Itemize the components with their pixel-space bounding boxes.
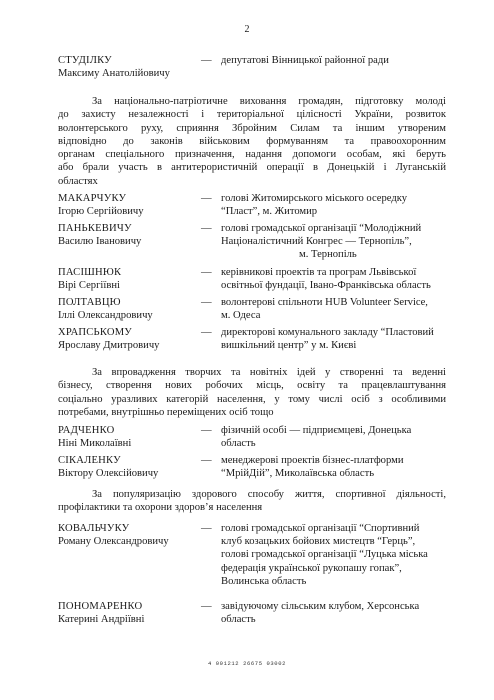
separator-dash: — xyxy=(201,297,212,308)
paragraph-line: За національно-патріотичне виховання громадян, підготовку молоді xyxy=(92,96,446,107)
position-line: директорові комунального закладу “Пластовий xyxy=(221,327,434,338)
position-line: голові громадської організації “Луцька міська xyxy=(221,549,428,561)
recipient-surname: ХРАПСЬКОМУ xyxy=(58,327,133,338)
recipient-given-name: Катерині Андріївні xyxy=(58,614,145,626)
recipient-given-name: Василю Івановичу xyxy=(58,236,142,248)
recipient-name xyxy=(58,522,203,548)
recipient-name xyxy=(58,192,203,218)
recipient-surname: ПАНЬКЕВИЧУ xyxy=(58,223,132,234)
recipient-surname: КОВАЛЬЧУКУ xyxy=(58,523,130,534)
recipient-position xyxy=(221,424,466,450)
recipient-position xyxy=(221,522,466,588)
position-line: завідуючому сільським клубом, Херсонська xyxy=(221,601,420,612)
position-line: голові Житомирського міського осередку xyxy=(221,193,408,204)
paragraph-line: За популяризацію здорового способу життя, спортивної діяльності, xyxy=(92,489,446,500)
recipient-name xyxy=(58,424,203,450)
recipient-position xyxy=(221,266,466,292)
paragraph-line: бізнесу, створення нових робочих місць, освіту та працевлаштування xyxy=(58,380,446,392)
recipient-position xyxy=(221,222,466,262)
paragraph-line: органам спеціального призначення, надання допомоги особам, які беруть xyxy=(58,149,446,161)
recipient-name xyxy=(58,222,203,248)
separator-dash: — xyxy=(201,267,212,278)
position-line: Націоналістичний Конгрес — Тернопіль”, xyxy=(221,236,412,248)
position-line: освітньої фундації, Івано-Франківська область xyxy=(221,280,431,292)
separator-dash: — xyxy=(201,425,212,436)
recipient-name xyxy=(58,296,203,322)
recipient-position xyxy=(221,54,466,67)
separator-dash: — xyxy=(201,55,212,66)
position-line: керівникові проектів та програм Львівської xyxy=(221,267,417,278)
recipient-surname: ПОЛТАВЦЮ xyxy=(58,297,121,308)
paragraph-line: областях xyxy=(58,175,98,187)
recipient-name xyxy=(58,600,203,626)
recipient-given-name: Роману Олександровичу xyxy=(58,536,169,548)
recipient-name xyxy=(58,266,203,292)
position-line: область xyxy=(221,614,256,626)
position-line: голові громадської організації “Молодіжний xyxy=(221,223,422,234)
position-line: менеджерові проектів бізнес-платформи xyxy=(221,455,404,466)
position-line: волонтерові спільноти HUB Volunteer Service, xyxy=(221,297,428,308)
paragraph-line: волонтерського руху, сприяння Збройним Силам та іншим утвореним xyxy=(58,122,446,134)
position-line: “Пласт”, м. Житомир xyxy=(221,206,318,218)
recipient-given-name: Максиму Анатолійовичу xyxy=(58,68,170,80)
paragraph-line: відповідно до законів військовим формуванням та правоохоронним xyxy=(58,135,446,147)
document-barcode-number: 4 001212 26675 03002 xyxy=(207,660,286,667)
recipient-surname: ПОНОМАРЕНКО xyxy=(58,601,143,612)
position-line: депутатові Вінницької районної ради xyxy=(221,55,389,66)
position-line: “МрійДій”, Миколаївська область xyxy=(221,468,375,480)
recipient-given-name: Віктору Олексійовичу xyxy=(58,468,159,480)
recipient-surname: СТУДІЛКУ xyxy=(58,55,112,66)
recipient-given-name: Ігорю Сергійовичу xyxy=(58,206,144,218)
award-category-paragraph xyxy=(58,95,446,188)
paragraph-line: За впровадження творчих та новітніх ідей у створенні та веденні xyxy=(92,367,446,378)
position-line: м. Тернопіль xyxy=(299,249,357,261)
position-line: клуб козацьких бойових мистецтв “Герць”, xyxy=(221,536,416,548)
position-line: Волинська область xyxy=(221,575,307,587)
recipient-name xyxy=(58,326,203,352)
separator-dash: — xyxy=(201,455,212,466)
recipient-surname: РАДЧЕНКО xyxy=(58,425,115,436)
position-line: область xyxy=(221,438,256,450)
recipient-position xyxy=(221,192,466,218)
recipient-surname: ПАСІШНЮК xyxy=(58,267,122,278)
position-line: голові громадської організації “Спортивний xyxy=(221,523,420,534)
award-category-paragraph xyxy=(58,366,446,419)
recipient-surname: МАКАРЧУКУ xyxy=(58,193,127,204)
recipient-given-name: Ніні Миколаївні xyxy=(58,438,132,450)
separator-dash: — xyxy=(201,223,212,234)
recipient-given-name: Ярославу Дмитровичу xyxy=(58,340,160,352)
recipient-position xyxy=(221,600,466,626)
recipient-name xyxy=(58,54,203,80)
separator-dash: — xyxy=(201,601,212,612)
recipient-name xyxy=(58,454,203,480)
recipient-position xyxy=(221,296,466,322)
recipient-given-name: Іллі Олександровичу xyxy=(58,310,153,322)
recipient-position xyxy=(221,454,466,480)
page-number: 2 xyxy=(244,24,250,35)
position-line: м. Одеса xyxy=(221,310,261,322)
position-line: вишкільний центр” у м. Києві xyxy=(221,340,357,352)
position-line: федерація української рукопашу гопак”, xyxy=(221,562,402,574)
recipient-surname: СІКАЛЕНКУ xyxy=(58,455,121,466)
separator-dash: — xyxy=(201,523,212,534)
award-category-paragraph xyxy=(58,488,446,515)
separator-dash: — xyxy=(201,193,212,204)
paragraph-line: соціально уразливих категорій населення, у тому числі осіб з особливими xyxy=(58,393,446,405)
recipient-given-name: Вірі Сергіївні xyxy=(58,280,120,292)
position-line: фізичній особі — підприємцеві, Донецька xyxy=(221,425,412,436)
separator-dash: — xyxy=(201,327,212,338)
paragraph-line: потребами, внутрішньо переміщених осіб тощо xyxy=(58,406,274,418)
paragraph-line: або брали участь в антитерористичній операції в Донецькій і Луганській xyxy=(58,162,446,174)
recipient-position xyxy=(221,326,466,352)
paragraph-line: до захисту незалежності і територіальної цілісності України, розвиток xyxy=(58,109,446,121)
paragraph-line: профілактики та охорони здоров’я населення xyxy=(58,502,263,514)
